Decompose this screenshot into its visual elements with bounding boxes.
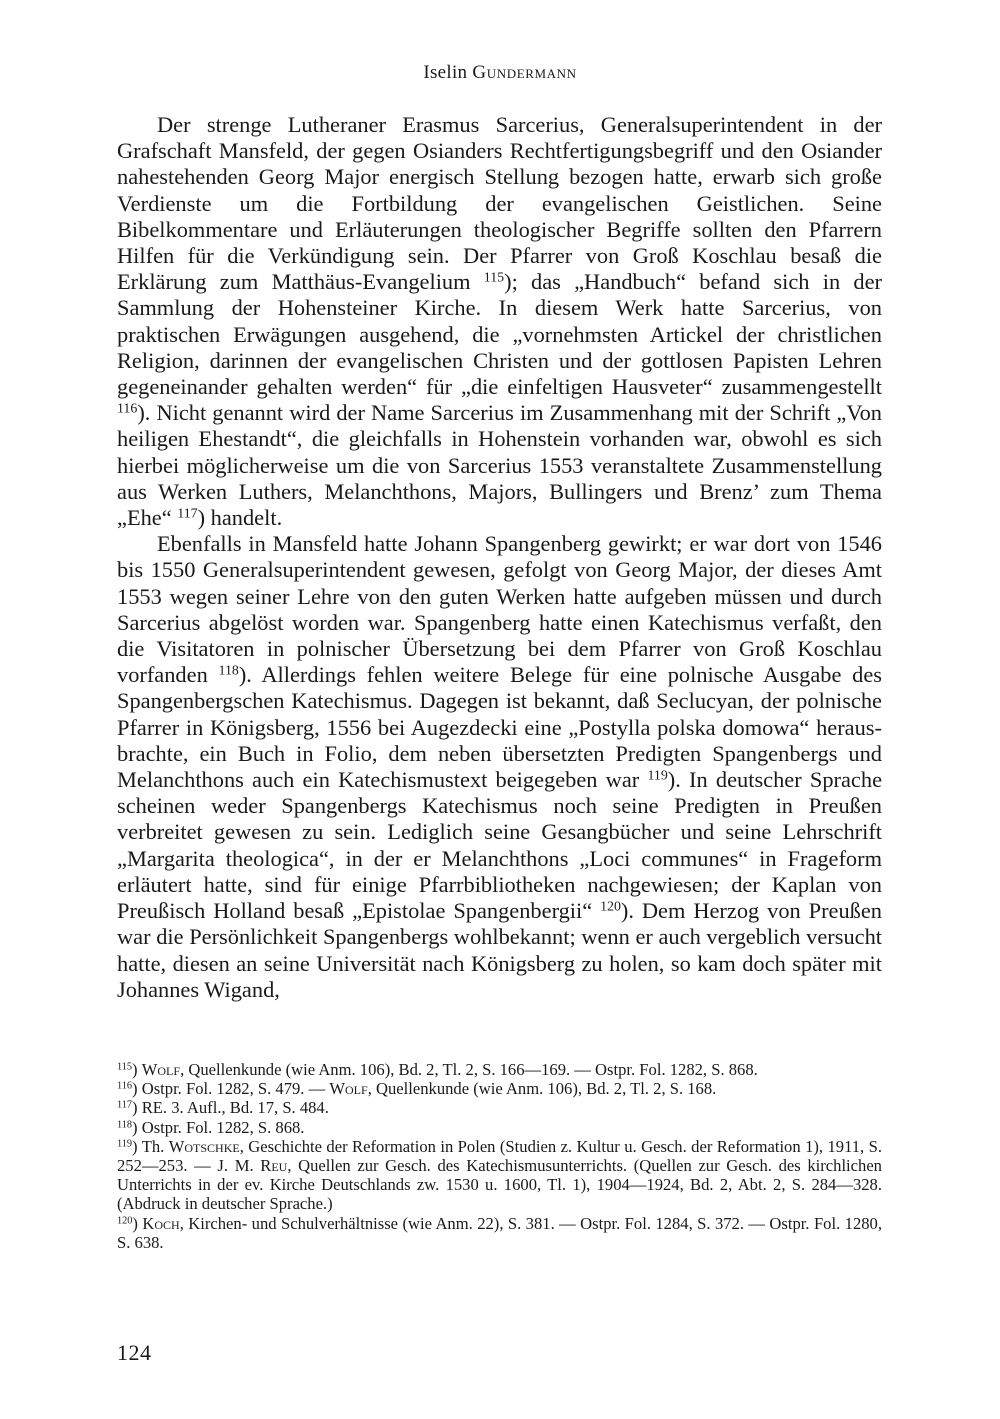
author-name: Wolf — [141, 1060, 181, 1079]
text-run: ) — [132, 1213, 143, 1233]
text-run: ) RE. 3. Aufl., Bd. 17, S. 484. — [132, 1098, 329, 1118]
footnote-reference: 115 — [117, 1061, 133, 1073]
footnote-reference: 117 — [177, 506, 198, 522]
text-run: Ebenfalls in Mansfeld hatte Johann Spangenberg gewirkt; er war dort von 1546 bis 1550 Generalsuperintendent gewesen, gefolgt von Georg Major, der dieses Amt 1553 wegen seiner Lehre von den guten Werken hatte aufgeben müssen und durch Sarcerius abgelöst worden war. Spangenberg hatte einen Katechismus verfaßt, den die Visitatoren in polnischer Übersetzung bei dem Pfarrer von Groß Koschlau vorfanden — [117, 531, 882, 688]
footnote-reference: 117 — [117, 1099, 133, 1111]
text-run: ) — [132, 1060, 142, 1079]
author-name: Wotschke — [168, 1136, 240, 1156]
text-run: Der strenge Lutheraner Erasmus Sarcerius, Generalsuperintendent in der Grafschaft Mansfeld, der gegen Osianders Rechtfertigungsbegriff und den Osiander nahestehenden Georg Major energisch Stellung bezogen hatte, erwarb sich große Verdienste um die Fortbildung der evangelischen Geistlichen. Seine Bibelkommentare und Erläuterungen theologischer Begriffe sollten den Pfarrern Hilfen für die Verkündigung sein. Der Pfarrer von Groß Koschlau besaß die Erklärung zum Matthäus-Evangelium — [117, 112, 882, 295]
author-name: Koch — [142, 1213, 180, 1233]
footnote-reference: 116 — [117, 401, 138, 417]
footnote-reference: 116 — [117, 1080, 133, 1092]
footnote-reference: 115 — [483, 270, 505, 286]
running-header — [0, 62, 1000, 84]
paragraph — [117, 112, 882, 531]
footnote — [117, 1214, 882, 1252]
text-run: ) Th. — [132, 1136, 169, 1156]
author-last-name: Gundermann — [472, 62, 577, 83]
author-name: Reu — [260, 1156, 288, 1176]
text-run: , Quellenkunde (wie Anm. 106), Bd. 2, Tl. 2, S. 168. — [367, 1079, 717, 1099]
text-run: ). Nicht genannt wird der Name Sarcerius im Zusammenhang mit der Schrift „Von heiligen Ehestandt“, die gleichfalls in Hohenstein vorhanden war, obwohl es sich hierbei möglicherweise um die von Sarcerius 1553 veranstaltete Zusammenstellung aus Werken Luthers, Melanchthons, Majors, Bullingers und Brenz’ zum Thema „Ehe“ — [117, 400, 882, 531]
footnote-reference: 119 — [647, 768, 668, 784]
footnote — [117, 1118, 882, 1137]
footnote — [117, 1079, 882, 1098]
footnote — [117, 1098, 882, 1117]
text-run: , Quellen zur Gesch. des Katechismusunterrichts. (Quellen zur Gesch. des kirchlichen Unterrichts in der ev. Kirche Deutschlands zw. 1530 u. 1600, Tl. 1), 1904—1924, Bd. 2, Abt. 2, S. 284—328. (Abdruck in deutscher Sprache.) — [117, 1156, 882, 1214]
footnote — [117, 1137, 882, 1214]
text-run: ); das „Handbuch“ befand sich in der Sammlung der Hohensteiner Kirche. In diesem Werk hatte Sarcerius, von praktischen Erwägungen ausgehend, die „vornehmsten Artickel der christlichen Religion, darinnen der evangelischen Christen und der gottlosen Papisten Lehren gegeneinander gehalten werden“ für „die einfeltigen Hausveter“ zusammengestellt — [117, 269, 882, 400]
text-run: ) Ostpr. Fol. 1282, S. 868. — [132, 1117, 305, 1137]
footnote-reference: 120 — [117, 1214, 133, 1226]
text-run: ). Dem Herzog von Preußen war die Persönlichkeit Spangenbergs wohlbekannt; wenn er auch vergeblich versucht hatte, diesen an seine Universität nach Königsberg zu holen, so kam doch später mit Johannes Wigand, — [117, 898, 882, 1002]
body-text — [117, 112, 882, 1003]
text-run: ). In deutscher Sprache scheinen weder Spangenbergs Katechismus noch seine Predigten in Preußen verbreitet gewesen zu sein. Lediglich seine Gesangbücher und seine Lehrschrift „Margarita theologica“, in der er Melanchthons „Loci communes“ in Frageform erläutert hatte, sind für einige Pfarrbibliotheken nachgewiesen; der Kaplan von Preußisch Holland besaß „Epistolae Spangenbergii“ — [117, 767, 883, 924]
page-number: 124 — [117, 1340, 152, 1365]
text-run: , Geschichte der Reformation in Polen (Studien z. Kultur u. Gesch. der Reformation 1), 1911, S. 252—253. — J. M. — [117, 1136, 883, 1176]
footnote — [117, 1060, 882, 1079]
footnote-reference: 119 — [117, 1138, 133, 1150]
footnote-reference: 118 — [218, 663, 239, 679]
footnote-reference: 118 — [117, 1118, 133, 1130]
footnote-reference: 120 — [600, 899, 621, 915]
text-run: , Quellenkunde (wie Anm. 106), Bd. 2, Tl. 2, S. 166—169. — Ostpr. Fol. 1282, S. 868. — [180, 1060, 758, 1079]
text-run: ). Allerdings fehlen weitere Belege für eine polnische Ausgabe des Spangenbergschen Katechismus. Dagegen ist bekannt, daß Seclucyan, der polnische Pfarrer in Königsberg, 1556 bei Augezdecki eine „Postylla polska domowa“ herausbrachte, ein Buch in Folio, dem neben übersetzten Predigten Spangenbergs und Melanchthons auch ein Katechismustext beigegeben war — [117, 662, 882, 793]
footnotes — [117, 1060, 882, 1252]
text-run: ) Ostpr. Fol. 1282, S. 479. — — [132, 1079, 330, 1099]
author-first-name: Iselin — [423, 62, 468, 83]
author-name: Wolf — [329, 1079, 368, 1099]
text-run: ) handelt. — [197, 505, 283, 531]
text-run: , Kirchen- und Schulverhältnisse (wie Anm. 22), S. 381. — Ostpr. Fol. 1284, S. 372. — Ostpr. Fol. 1280, S. 638. — [117, 1213, 882, 1252]
paragraph — [117, 531, 882, 1003]
